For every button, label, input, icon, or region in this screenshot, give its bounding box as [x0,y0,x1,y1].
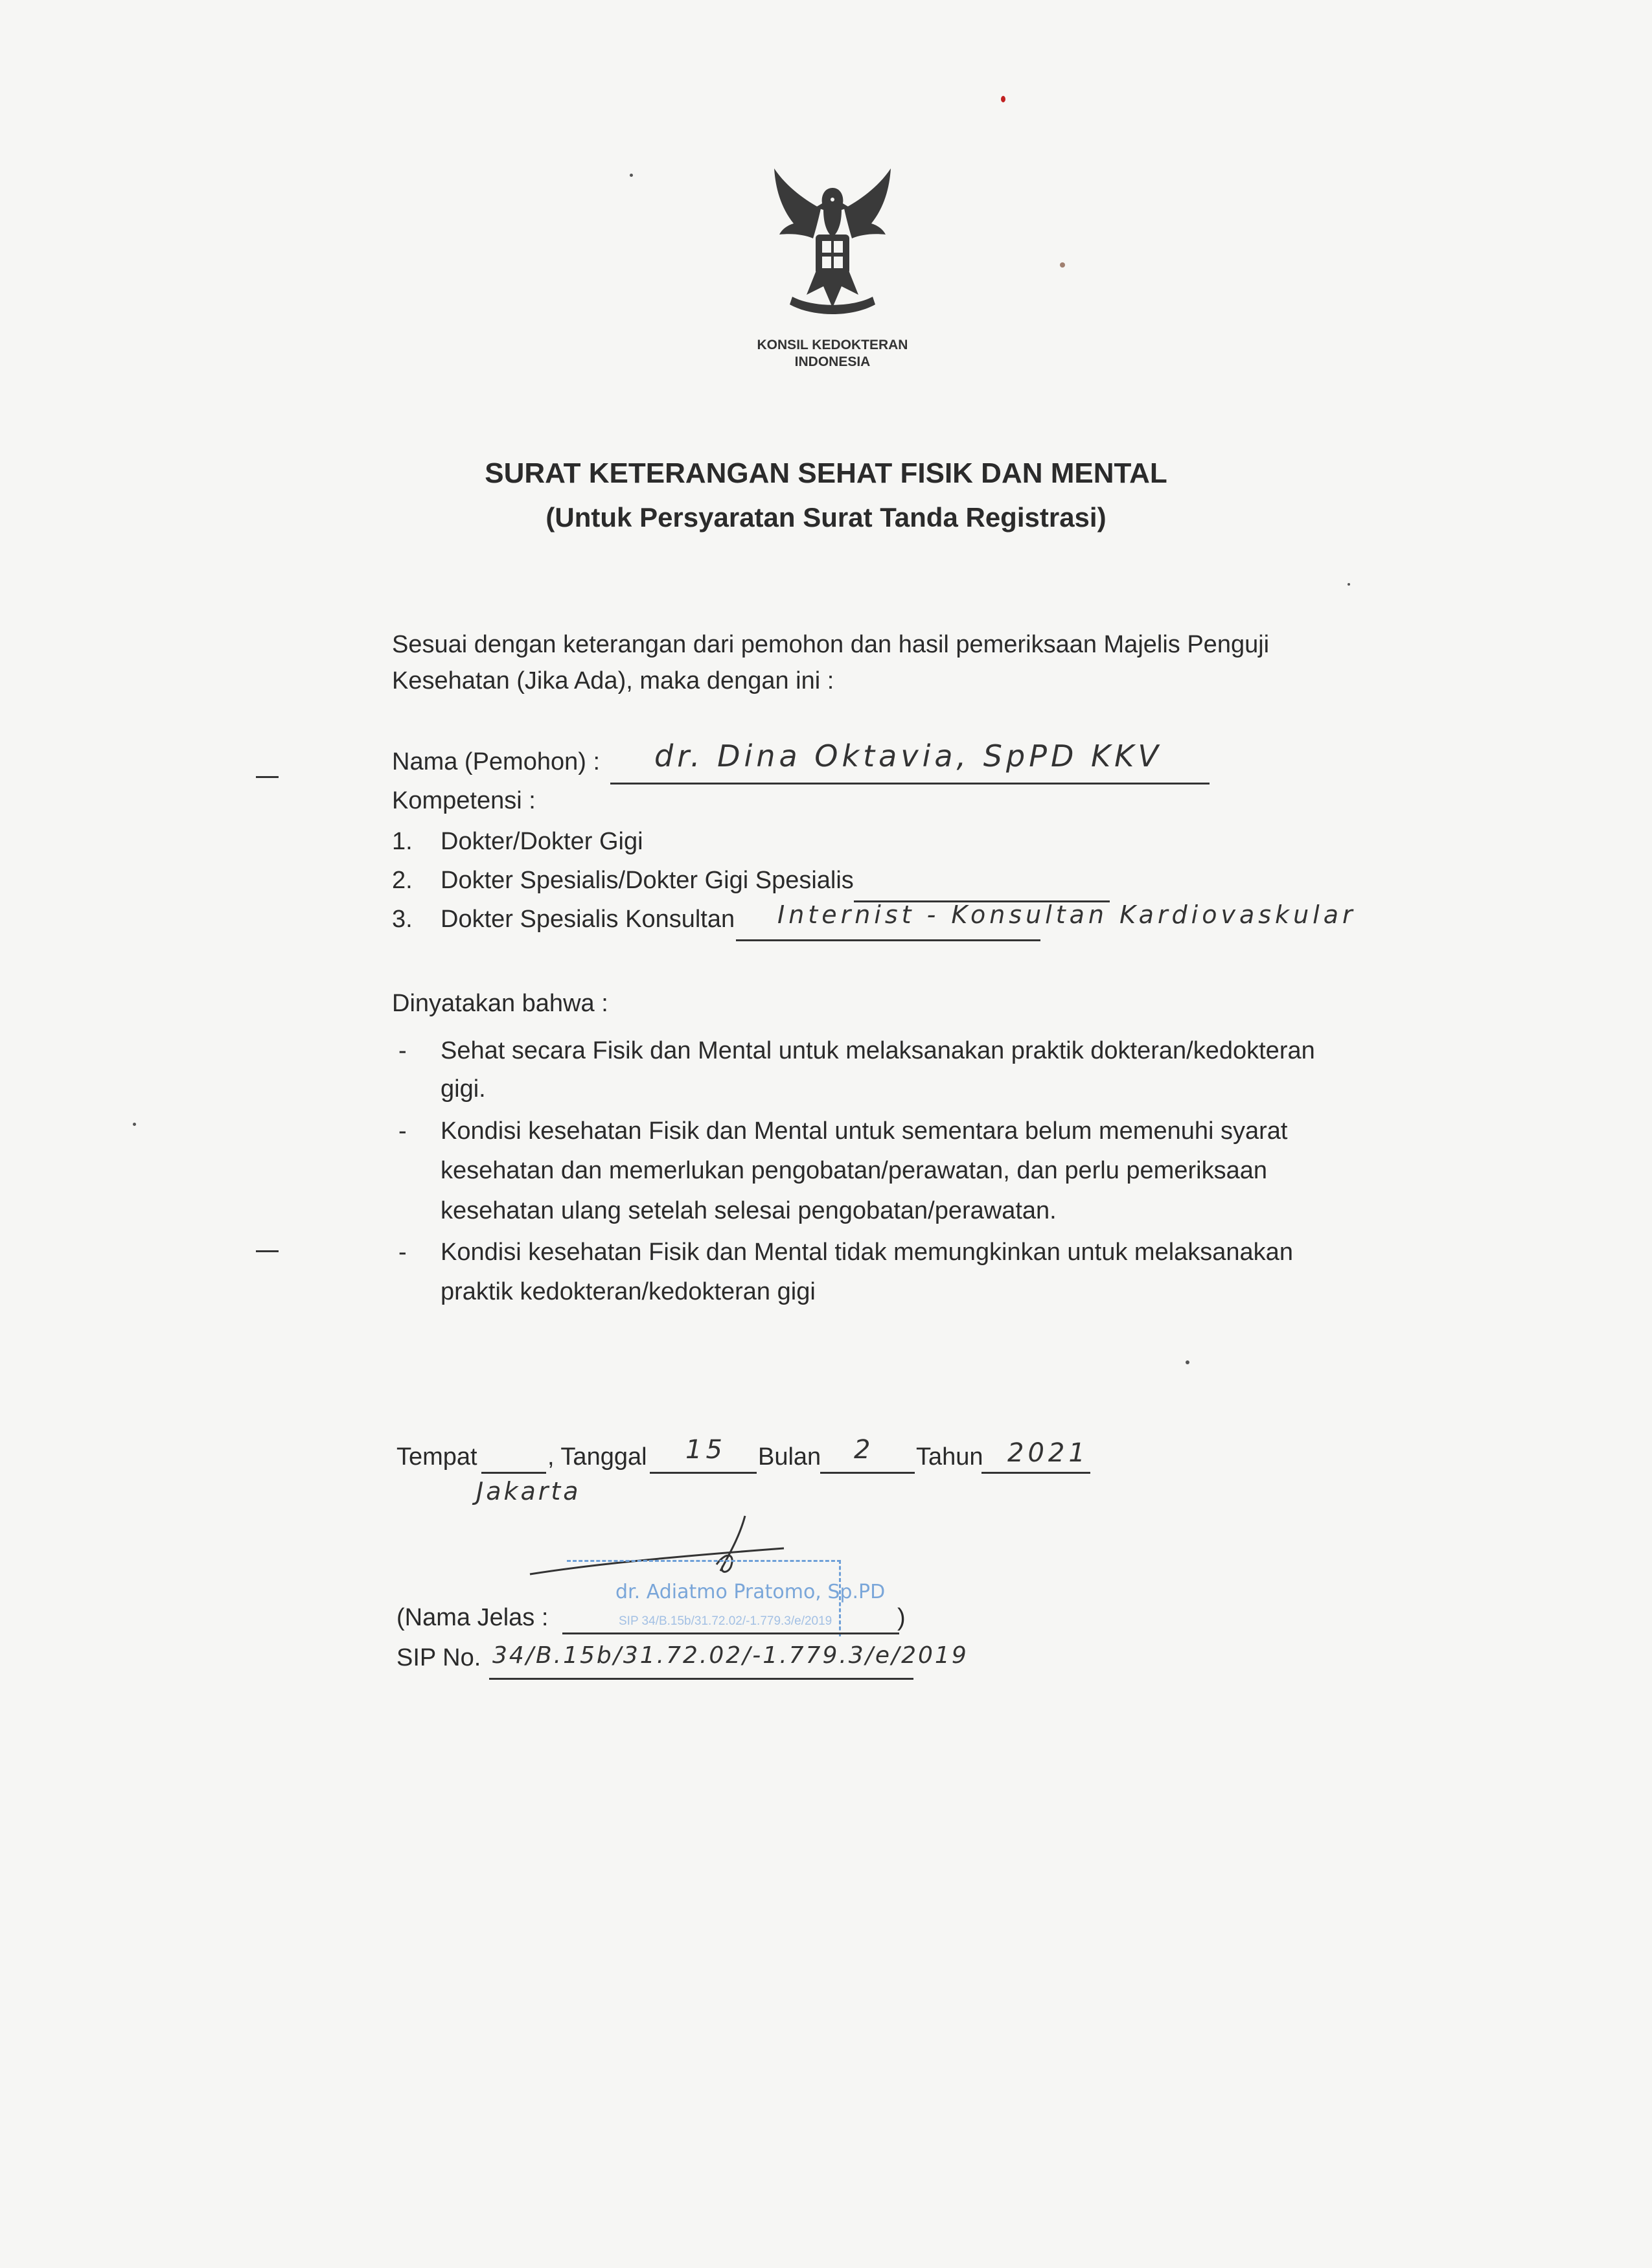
clear-name-underline [562,1632,899,1634]
month-label: Bulan [758,1443,821,1471]
date-label: , Tanggal [547,1443,647,1471]
clear-name-close: ) [897,1604,906,1631]
stamp-doctor-name: dr. Adiatmo Pratomo, Sp.PD [615,1581,886,1603]
place-value: Jakarta [476,1477,581,1506]
scan-speck [1060,262,1065,268]
scan-mark [256,776,279,778]
statement-3-line-1: Kondisi kesehatan Fisik dan Mental tidak memungkinkan untuk melaksanakan [441,1239,1293,1266]
org-line-1: KONSIL KEDOKTERAN [757,338,908,352]
garuda-emblem-icon [761,162,904,330]
intro-line-1: Sesuai dengan keterangan dari pemohon dan hasil pemeriksaan Majelis Penguji [392,631,1270,658]
date-underline [650,1472,757,1474]
statement-2-line-1: Kondisi kesehatan Fisik dan Mental untuk sementara belum memenuhi syarat [441,1117,1288,1145]
competence-3-underline [736,939,1040,941]
org-line-2: INDONESIA [794,354,871,370]
year-label: Tahun [916,1443,983,1471]
sip-value: 34/B.15b/31.72.02/-1.779.3/e/2019 [492,1642,969,1669]
statement-1-line-2: gigi. [441,1075,486,1103]
intro-line-2: Kesehatan (Jika Ada), maka dengan ini : [392,667,834,694]
document-subtitle: (Untuk Persyaratan Surat Tanda Registrasi) [545,502,1107,533]
name-label: Nama (Pemohon) : [392,748,601,775]
scan-mark [256,1250,279,1252]
scan-speck [1001,96,1005,102]
date-value: 15 [685,1435,726,1465]
scan-speck [1186,1360,1189,1364]
place-label: Tempat [396,1443,477,1471]
sip-label: SIP No. [396,1644,481,1671]
competence-3-value: Internist - Konsultan Kardiovaskular [777,900,1357,929]
competence-2-label: Dokter Spesialis/Dokter Gigi Spesialis [441,867,854,894]
statement-2-bullet: - [398,1117,407,1145]
year-value: 2021 [1007,1438,1089,1468]
statement-label: Dinyatakan bahwa : [392,990,608,1017]
competence-3-label: Dokter Spesialis Konsultan [441,906,735,933]
month-underline [820,1472,915,1474]
name-value: dr. Dina Oktavia, SpPD KKV [654,739,1162,773]
competence-3-number: 3. [392,906,413,933]
competence-2-number: 2. [392,867,413,894]
clear-name-label: (Nama Jelas : [396,1604,549,1631]
scan-speck [133,1123,136,1126]
place-underline [481,1472,546,1474]
competence-1-label: Dokter/Dokter Gigi [441,828,643,855]
scan-speck [1348,583,1350,586]
scan-speck [630,174,633,177]
organization-name [713,337,952,371]
statement-2-line-3: kesehatan ulang setelah selesai pengobatan/perawatan. [441,1197,1057,1224]
statement-3-bullet: - [398,1239,407,1266]
month-value: 2 [854,1435,875,1465]
statement-3-line-2: praktik kedokteran/kedokteran gigi [441,1278,816,1305]
statement-1-bullet: - [398,1037,407,1064]
competence-1-number: 1. [392,828,413,855]
competence-label: Kompetensi : [392,787,536,814]
sip-underline [489,1678,913,1680]
statement-2-line-2: kesehatan dan memerlukan pengobatan/perawatan, dan perlu pemeriksaan [441,1157,1267,1184]
document-title: SURAT KETERANGAN SEHAT FISIK DAN MENTAL [485,457,1167,489]
stamp-sip-number: SIP 34/B.15b/31.72.02/-1.779.3/e/2019 [619,1614,832,1628]
year-underline [981,1472,1090,1474]
statement-1-line-1: Sehat secara Fisik dan Mental untuk melaksanakan praktik dokteran/kedokteran [441,1037,1315,1064]
name-underline [610,783,1210,785]
